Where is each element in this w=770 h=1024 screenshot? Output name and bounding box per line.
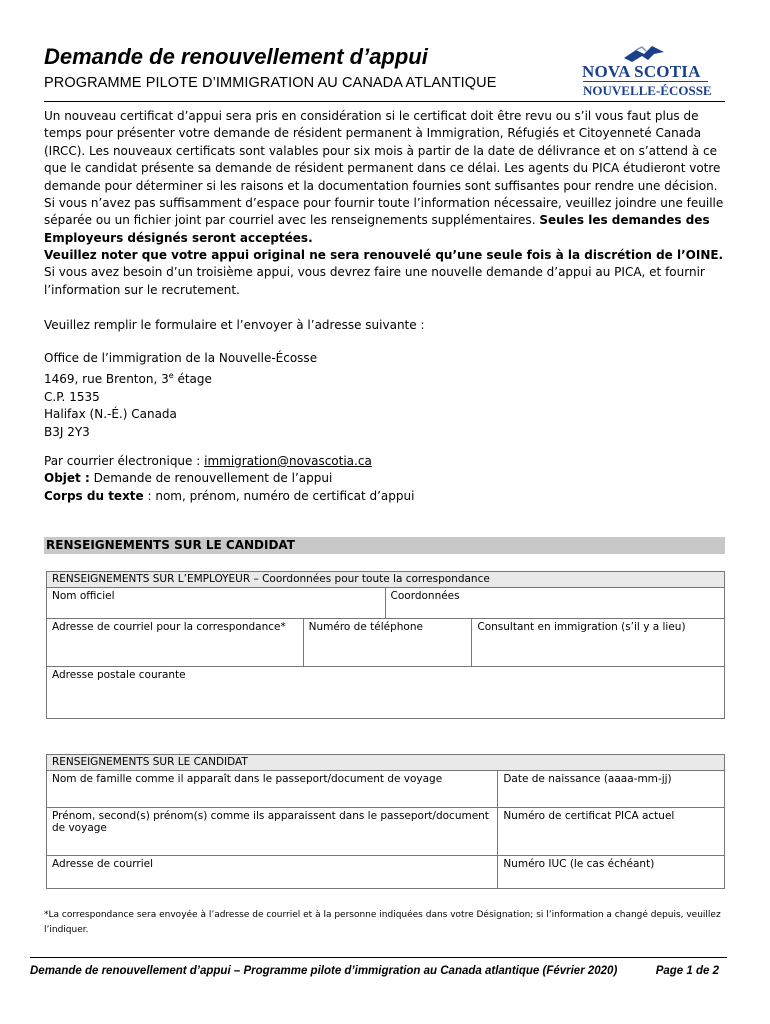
- address-line-4: Halifax (N.-É.) Canada: [44, 407, 177, 422]
- logo-text-french: NOUVELLE-ÉCOSSE: [583, 83, 712, 98]
- page-subtitle: PROGRAMME PILOTE D’IMMIGRATION AU CANADA ATLANTIQUE: [44, 75, 497, 91]
- candidate-table-header: RENSEIGNEMENTS SUR LE CANDIDAT: [47, 755, 725, 771]
- postal-address-field[interactable]: Adresse postale courante: [47, 667, 725, 719]
- logo-text-english: NOVA SCOTIA: [582, 62, 701, 81]
- intro-emphasis-1: Seules les demandes des Employeurs désignés seront acceptées.: [44, 213, 710, 245]
- address-line-2: 1469, rue Brenton, 3e étage: [44, 371, 212, 387]
- page-footer: [30, 965, 727, 977]
- phone-number-field[interactable]: Numéro de téléphone: [303, 619, 472, 667]
- page-number: Page 1 de 2: [655, 965, 719, 977]
- footer-divider: [30, 957, 727, 958]
- address-line-5: B3J 2Y3: [44, 424, 90, 439]
- contact-field[interactable]: Coordonnées: [385, 588, 724, 619]
- address-line-3: C.P. 1535: [44, 389, 100, 404]
- last-name-field[interactable]: Nom de famille comme il apparaît dans le passeport/document de voyage: [47, 771, 498, 808]
- intro-paragraph-1: Un nouveau certificat d’appui sera pris en considération si le certificat doit être revu ou s’il vous faut plus de temps pour présenter votre demande de résident permanent à Immigration, Réfugiés et Citoyenneté Canada (IRCC). Les nouveaux certificats sont valables pour six mois à partir de la date de délivrance et on s’attend à ce que le candidat présente sa demande de résident permanent dans ce délai. Les agents du PICA étudieront votre demande pour déterminer si les raisons et la documentation fournies sont suffisantes pour rendre une décision. Si vous n’avez pas suffisamment d’espace pour fournir toute l’information nécessaire, veuillez joindre une feuille séparée ou un fichier joint par courriel avec les renseignements supplémentaires. Seules les demandes des Employeurs désignés seront acceptées.: [44, 109, 724, 245]
- iuc-number-field[interactable]: Numéro IUC (le cas échéant): [498, 856, 725, 889]
- intro-emphasis-2: Veuillez noter que votre appui original ne sera renouvelé qu’une seule fois à la discrétion de l’OINE.: [44, 248, 724, 262]
- candidate-email-field[interactable]: Adresse de courriel: [47, 856, 498, 889]
- intro-paragraph-3: Veuillez remplir le formulaire et l’envoyer à l’adresse suivante :: [44, 318, 425, 332]
- pica-certificate-number-field[interactable]: Numéro de certificat PICA actuel: [498, 808, 725, 856]
- immigration-consultant-field[interactable]: Consultant en immigration (s’il y a lieu): [472, 619, 725, 667]
- employer-info-table: [46, 571, 725, 719]
- email-link[interactable]: immigration@novascotia.ca: [204, 454, 372, 468]
- date-of-birth-field[interactable]: Date de naissance (aaaa-mm-jj): [498, 771, 725, 808]
- mailing-address: [44, 350, 317, 441]
- section-header-candidate: RENSEIGNEMENTS SUR LE CANDIDAT: [44, 537, 725, 554]
- first-names-field[interactable]: Prénom, second(s) prénom(s) comme ils apparaissent dans le passeport/document de voyage: [47, 808, 498, 856]
- candidate-info-table: [46, 754, 725, 889]
- official-name-field[interactable]: Nom officiel: [47, 588, 386, 619]
- intro-paragraph-2: Veuillez noter que votre appui original ne sera renouvelé qu’une seule fois à la discrétion de l’OINE. Si vous avez besoin d’un troisième appui, vous devrez faire une nouvelle demande d’appui au PICA, et fournir l’information sur le recrutement.: [44, 248, 724, 297]
- address-line-1: Office de l’immigration de la Nouvelle-Écosse: [44, 351, 318, 365]
- header-divider: [44, 101, 725, 102]
- email-instructions: Par courrier électronique : immigration@novascotia.ca Objet : Demande de renouvellement de l’appui Corps du texte : nom, prénom, numéro de certificat d’appui: [44, 454, 415, 503]
- nova-scotia-logo: [578, 44, 712, 104]
- footnote: *La correspondance sera envoyée à l’adresse de courriel et à la personne indiquées dans votre Désignation; si l’information a changé depuis, veuillez l’indiquer.: [44, 910, 721, 935]
- page-title: Demande de renouvellement d’appui: [44, 44, 428, 69]
- employer-table-header: RENSEIGNEMENTS SUR L’EMPLOYEUR – Coordonnées pour toute la correspondance: [47, 572, 725, 588]
- correspondence-email-field[interactable]: Adresse de courriel pour la correspondance*: [47, 619, 304, 667]
- footer-text: Demande de renouvellement d’appui – Programme pilote d’immigration au Canada atlantique (Février 2020): [30, 965, 618, 977]
